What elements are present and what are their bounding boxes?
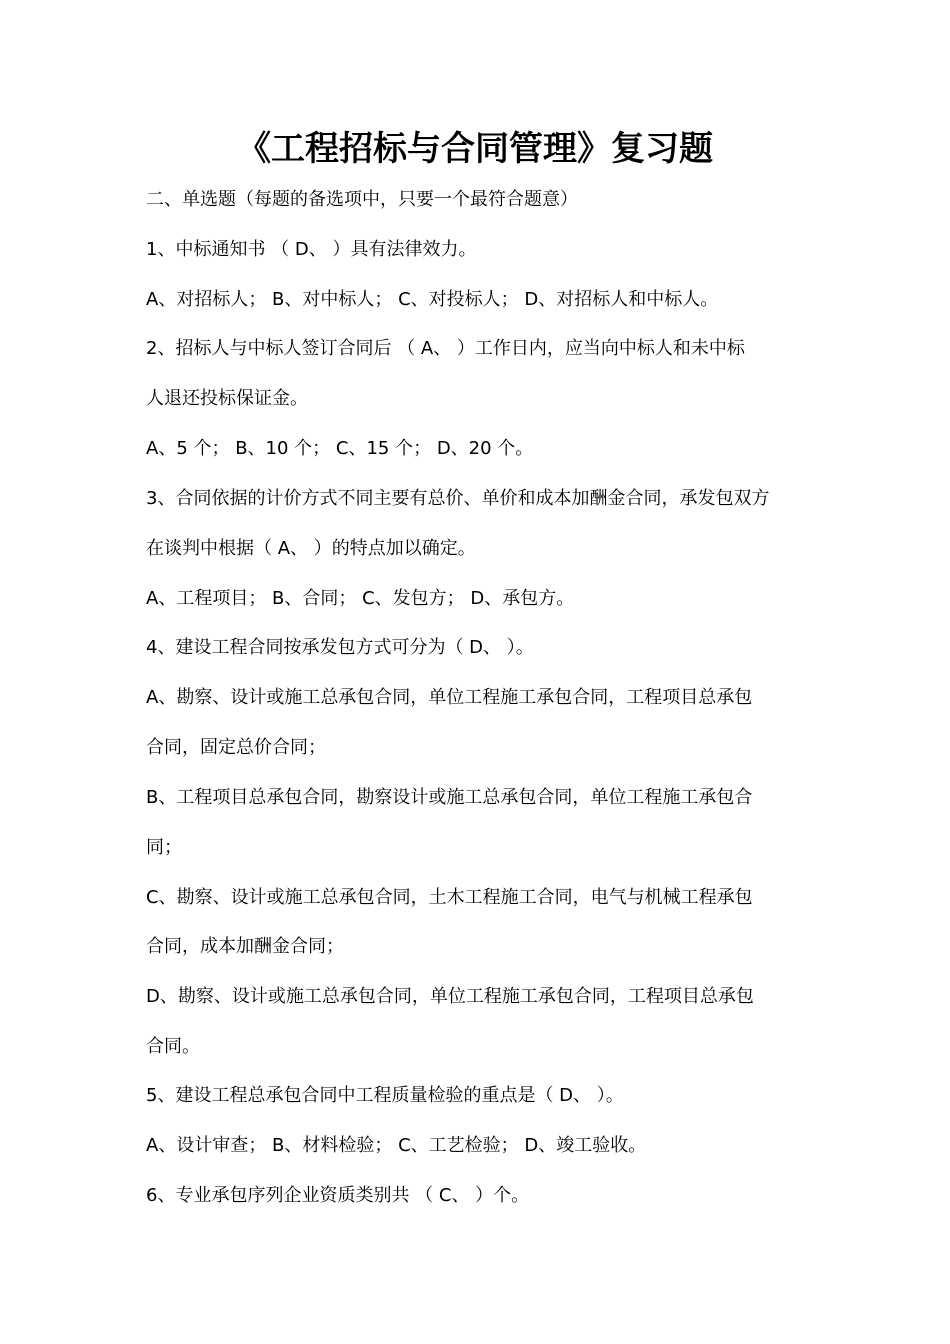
question-line-continued: 在谈判中根据（ A、 ）的特点加以确定。 — [146, 538, 476, 559]
option-line: B、工程项目总承包合同，勘察设计或施工总承包合同，单位工程施工承包合 — [146, 787, 753, 808]
options-line: A、工程项目； B、合同； C、发包方； D、承包方。 — [146, 588, 575, 609]
question-line: 4、建设工程合同按承发包方式可分为（ D、 ）。 — [146, 637, 534, 658]
question-line: 5、建设工程总承包合同中工程质量检验的重点是（ D、 ）。 — [146, 1085, 624, 1106]
question-line: 2、招标人与中标人签订合同后 （ A、 ）工作日内，应当向中标人和未中标 — [146, 338, 745, 359]
question-line: 1、中标通知书 （ D、 ）具有法律效力。 — [146, 239, 477, 260]
question-line: 3、合同依据的计价方式不同主要有总价、单价和成本加酬金合同，承发包双方 — [146, 488, 770, 509]
option-line-continued: 合同。 — [146, 1036, 200, 1057]
option-line-continued: 合同，成本加酬金合同； — [146, 936, 344, 957]
question-line-continued: 人退还投标保证金。 — [146, 388, 308, 409]
option-line: C、勘察、设计或施工总承包合同，土木工程施工合同，电气与机械工程承包 — [146, 887, 753, 908]
section-heading: 二、单选题（每题的备选项中，只要一个最符合题意） — [146, 189, 578, 210]
option-line: A、勘察、设计或施工总承包合同，单位工程施工承包合同，工程项目总承包 — [146, 687, 753, 708]
page-title: 《工程招标与合同管理》复习题 — [237, 129, 713, 169]
question-line: 6、专业承包序列企业资质类别共 （ C、 ）个。 — [146, 1185, 530, 1206]
options-line: A、设计审查； B、材料检验； C、工艺检验； D、竣工验收。 — [146, 1135, 647, 1156]
option-line-continued: 同； — [146, 837, 182, 858]
option-line-continued: 合同，固定总价合同； — [146, 737, 326, 758]
option-line: D、勘察、设计或施工总承包合同，单位工程施工承包合同，工程项目总承包 — [146, 986, 754, 1007]
options-line: A、对招标人； B、对中标人； C、对投标人； D、对招标人和中标人。 — [146, 289, 719, 310]
options-line: A、5 个； B、10 个； C、15 个； D、20 个。 — [146, 438, 534, 459]
